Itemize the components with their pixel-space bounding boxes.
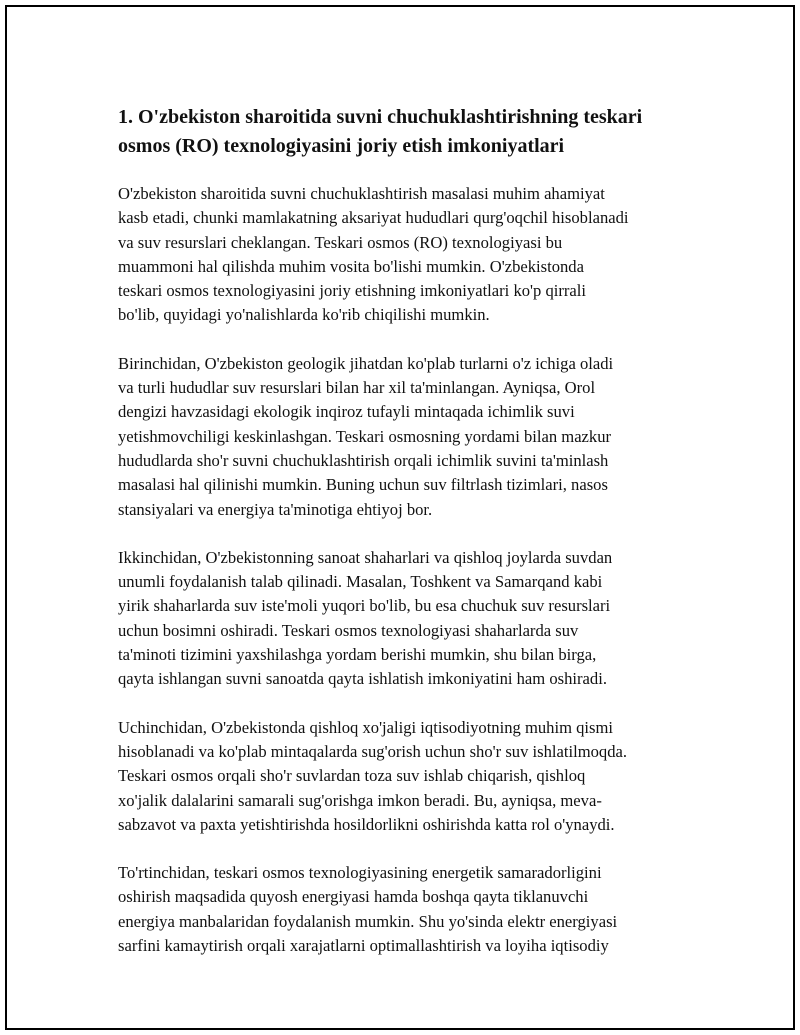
text-line: sarfini kamaytirish orqali xarajatlarni optimallashtirish va loyiha iqtisodiy: [118, 936, 609, 956]
text-line: yetishmovchiligi keskinlashgan. Teskari osmosning yordami bilan mazkur: [118, 426, 612, 446]
text-line: muammoni hal qilishda muhim vosita bo'lishi mumkin. O'zbekistonda: [118, 256, 584, 276]
paragraph-second: [118, 546, 703, 692]
text-line: teskari osmos texnologiyasini joriy etishning imkoniyatlari ko'p qirrali: [118, 281, 587, 301]
text-line: masalasi hal qilinishi mumkin. Buning uchun suv filtrlash tizimlari, nasos: [118, 475, 608, 495]
text-line: dengizi havzasidagi ekologik inqiroz tufayli mintaqada ichimlik suvi: [118, 402, 575, 422]
title-line: 1. O'zbekiston sharoitida suvni chuchuklashtirishning teskari: [118, 106, 643, 128]
text-line: yirik shaharlarda suv iste'moli yuqori bo'lib, bu esa chuchuk suv resurslari: [118, 596, 611, 616]
text-line: va suv resurslari cheklangan. Teskari osmos (RO) texnologiyasi bu: [118, 232, 563, 252]
title-line: osmos (RO) texnologiyasini joriy etish imkoniyatlari: [118, 135, 565, 157]
text-line: Uchinchidan, O'zbekistonda qishloq xo'jaligi iqtisodiyotning muhim qismi: [118, 717, 614, 737]
text-line: To'rtinchidan, teskari osmos texnologiyasining energetik samaradorligini: [118, 863, 602, 883]
page-frame: [5, 5, 795, 1030]
paragraph-intro: [118, 182, 703, 328]
text-line: bo'lib, quyidagi yo'nalishlarda ko'rib chiqilishi mumkin.: [118, 305, 490, 325]
text-line: unumli foydalanish talab qilinadi. Masalan, Toshkent va Samarqand kabi: [118, 572, 603, 592]
text-line: Birinchidan, O'zbekiston geologik jihatdan ko'plab turlarni o'z ichiga oladi: [118, 353, 614, 373]
paragraph-first: [118, 352, 703, 522]
text-line: energiya manbalaridan foydalanish mumkin. Shu yo'sinda elektr energiyasi: [118, 911, 618, 931]
section-title: [118, 103, 703, 161]
text-line: stansiyalari va energiya ta'minotiga ehtiyoj bor.: [118, 499, 433, 519]
paragraph-third: [118, 716, 703, 837]
document-body: [118, 103, 703, 982]
text-line: Teskari osmos orqali sho'r suvlardan toza suv ishlab chiqarish, qishloq: [118, 766, 586, 786]
text-line: sabzavot va paxta yetishtirishda hosildorlikni oshirishda katta rol o'ynaydi.: [118, 814, 615, 834]
text-line: oshirish maqsadida quyosh energiyasi hamda boshqa qayta tiklanuvchi: [118, 887, 589, 907]
text-line: xo'jalik dalalarini samarali sug'orishga imkon beradi. Bu, ayniqsa, meva-: [118, 790, 602, 810]
paragraph-fourth: [118, 861, 703, 958]
text-line: O'zbekiston sharoitida suvni chuchuklashtirish masalasi muhim ahamiyat: [118, 184, 605, 203]
text-line: va turli hududlar suv resurslari bilan har xil ta'minlangan. Ayniqsa, Orol: [118, 378, 596, 398]
text-line: qayta ishlangan suvni sanoatda qayta ishlatish imkoniyatini ham oshiradi.: [118, 669, 607, 689]
text-line: Ikkinchidan, O'zbekistonning sanoat shaharlari va qishloq joylarda suvdan: [118, 547, 613, 567]
text-line: uchun bosimni oshiradi. Teskari osmos texnologiyasi shaharlarda suv: [118, 620, 579, 640]
text-line: hisoblanadi va ko'plab mintaqalarda sug'orish uchun sho'r suv ishlatilmoqda.: [118, 741, 628, 761]
text-line: hududlarda sho'r suvni chuchuklashtirish orqali ichimlik suvini ta'minlash: [118, 450, 609, 470]
text-line: ta'minoti tizimini yaxshilashga yordam berishi mumkin, shu bilan birga,: [118, 645, 597, 665]
text-line: kasb etadi, chunki mamlakatning aksariyat hududlari qurg'oqchil hisoblanadi: [118, 208, 629, 228]
